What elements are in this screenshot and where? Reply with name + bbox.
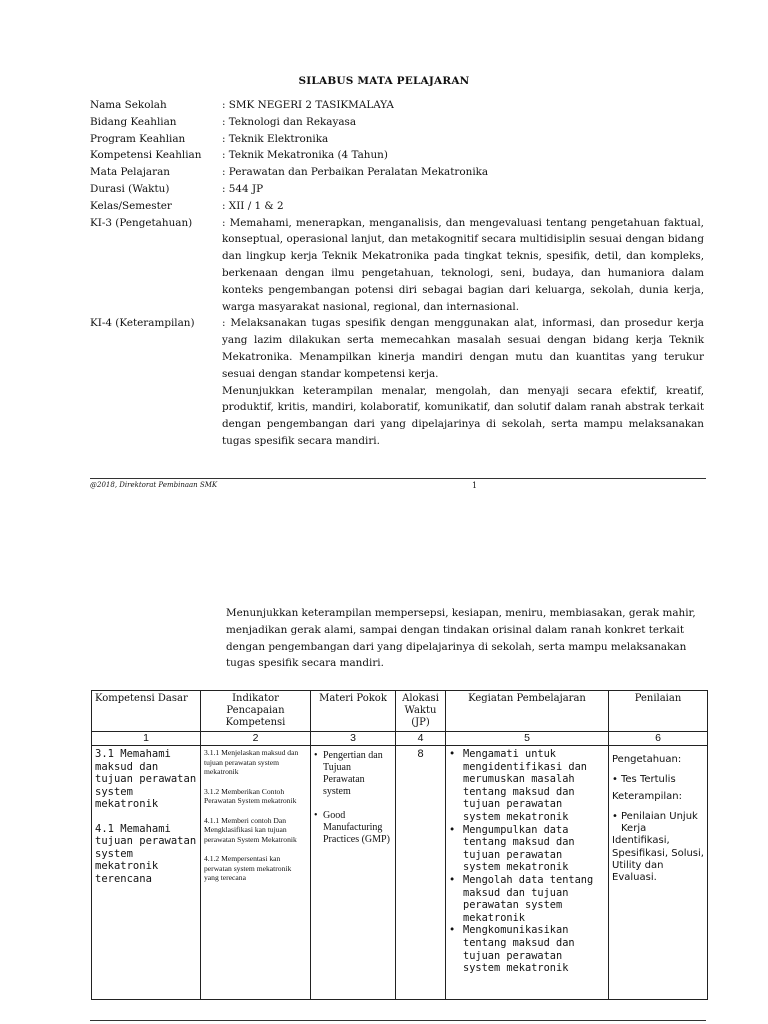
indikator-cell	[201, 746, 311, 1000]
bullet-icon: •	[314, 810, 318, 821]
list-item	[314, 750, 392, 798]
info-label: Program Keahlian	[90, 132, 186, 145]
kompetensi-dasar-cell	[92, 746, 201, 1000]
info-row-subject	[90, 164, 704, 181]
info-row-class	[90, 198, 704, 215]
info-row-ki3	[90, 215, 704, 316]
bullet-icon: •	[449, 924, 456, 937]
header-cell: Kegiatan Pembelajaran	[446, 691, 609, 732]
penilaian-heading: Keterampilan:	[612, 790, 683, 802]
info-row-ki4	[90, 315, 704, 449]
list-item	[449, 748, 605, 824]
footer-divider	[90, 478, 706, 479]
alokasi-cell: 8	[396, 746, 446, 1000]
indikator-item: 4.1.2 Mempersentasi kan perwatan system mekatronik yang terecana	[204, 854, 292, 882]
penilaian-heading: Pengetahuan:	[612, 754, 682, 765]
penilaian-continued: Identifikasi, Spesifikasi, Solusi, Utility dan Evaluasi.	[612, 835, 704, 884]
header-cell: Indikator Pencapaian Kompetensi	[201, 691, 311, 732]
penilaian-item: Tes Tertulis	[621, 774, 676, 786]
materi-cell	[311, 746, 396, 1000]
header-cell: Penilaian	[609, 691, 708, 732]
info-value: : Teknologi dan Rekayasa	[222, 115, 357, 128]
info-value: : XII / 1 & 2	[222, 199, 284, 212]
list-item	[449, 924, 605, 974]
info-value: : Memahami, menerapkan, menganalisis, dan mengevaluasi tentang pengetahuan faktual, konseptual, operasional lanjut, dan metakognitif secara multidisiplin sesuai dengan bidang dan lingkup kerja Teknik Mekatronika pada tingkat teknis, spesifik, detil, dan kompleks, berkenaan dengan ilmu pengetahuan, teknologi, seni, budaya, dan humaniora dalam konteks pengembangan potensi diri sebagai bagian dari keluarga, sekolah, dunia kerja, warga masyarakat nasional, regional, dan internasional.	[222, 216, 704, 313]
bullet-icon: •	[612, 774, 618, 786]
penilaian-item: Penilaian Unjuk Kerja	[621, 810, 698, 835]
info-value: : Melaksanakan tugas spesifik dengan menggunakan alat, informasi, dan prosedur kerja yang lazim dilakukan serta memecahkan masalah sesuai dengan bidang kerja Teknik Mekatronika. Menampilkan kinerja mandiri dengan mutu dan kuantitas yang terukur sesuai dengan standar kompetensi kerja.	[222, 317, 704, 380]
footer-copyright: @2018, Direktorat Pembinaan SMK	[90, 481, 218, 489]
bullet-icon: •	[449, 748, 456, 760]
info-row-competency	[90, 147, 704, 164]
list-item	[449, 874, 605, 924]
list-item	[612, 811, 704, 836]
header-cell: Alokasi Waktu (JP)	[396, 691, 446, 732]
materi-item: Good Manufacturing Practices (GMP)	[323, 810, 390, 845]
kd-item: 3.1 Memahami maksud dan tujuan perawatan system mekatronik	[95, 748, 197, 810]
number-cell: 4	[396, 732, 446, 746]
kd-item: 4.1 Memahami tujuan perawatan system mekatronik terencana	[95, 822, 197, 885]
number-cell: 6	[609, 732, 708, 746]
info-row-school	[90, 97, 704, 114]
table-header-row	[92, 691, 708, 732]
header-cell: Materi Pokok	[311, 691, 396, 732]
number-cell: 5	[446, 732, 609, 746]
list-item	[449, 824, 605, 874]
indikator-item: 3.1.1 Menjelaskan maksud dan tujuan perawatan system mekatronik	[204, 748, 299, 776]
info-value: : SMK NEGERI 2 TASIKMALAYA	[222, 99, 394, 111]
page-number: 1	[472, 481, 478, 490]
continued-paragraph: Menunjukkan keterampilan mempersepsi, kesiapan, meniru, membiasakan, gerak mahir, menjadikan gerak alami, sampai dengan tindakan orisinal dalam ranah konkret terkait dengan pengembangan dari yang dipelajarinya di sekolah, serta mampu melaksanakan tugas spesifik secara mandiri.	[226, 607, 696, 670]
header-cell: Kompetensi Dasar	[92, 691, 201, 732]
number-cell: 2	[201, 732, 311, 746]
materi-item: Pengertian dan Tujuan Perawatan system	[323, 750, 383, 797]
info-row-duration	[90, 181, 704, 198]
info-label: Kompetensi Keahlian	[90, 149, 202, 162]
syllabus-info	[90, 97, 704, 450]
indikator-item: 3.1.2 Memberikan Contoh Perawatan System mekatronik	[204, 786, 297, 805]
bullet-icon: •	[449, 873, 456, 886]
info-value: : 544 JP	[222, 182, 264, 195]
kegiatan-item: Mengumpulkan data tentang maksud dan tujuan perawatan system mekatronik	[463, 823, 575, 874]
number-cell: 1	[92, 732, 201, 746]
bullet-icon: •	[612, 810, 618, 822]
bullet-icon: •	[449, 823, 456, 836]
info-row-field	[90, 114, 704, 131]
info-value: : Teknik Mekatronika (4 Tahun)	[222, 149, 388, 162]
info-label: Durasi (Waktu)	[90, 182, 170, 195]
table-row	[92, 746, 708, 1000]
bullet-icon: •	[314, 750, 318, 761]
info-value: : Teknik Elektronika	[222, 132, 329, 145]
kegiatan-item: Mengamati untuk mengidentifikasi dan merumuskan masalah tentang maksud dan tujuan perawatan system mekatronik	[463, 748, 587, 823]
penilaian-cell	[609, 746, 708, 1000]
info-label: Kelas/Semester	[90, 199, 172, 212]
info-row-program	[90, 131, 704, 148]
list-item	[314, 810, 392, 846]
list-item	[612, 774, 704, 786]
kegiatan-item: Mengolah data tentang maksud dan tujuan perawatan system mekatronik	[463, 873, 594, 924]
info-value-continued: Menunjukkan keterampilan menalar, mengolah, dan menyaji secara efektif, kreatif, produktif, kritis, mandiri, kolaboratif, komunikatif, dan solutif dalam ranah abstrak terkait dengan pengembangan dari yang dipelajarinya di sekolah, serta mampu melaksanakan tugas spesifik secara mandiri.	[222, 384, 704, 447]
info-label: Bidang Keahlian	[90, 115, 177, 128]
kegiatan-cell	[446, 746, 609, 1000]
table-number-row	[92, 732, 708, 746]
info-value: : Perawatan dan Perbaikan Peralatan Mekatronika	[222, 166, 489, 179]
info-label: KI-4 (Keterampilan)	[90, 317, 195, 330]
document-title: SILABUS MATA PELAJARAN	[298, 75, 470, 87]
info-label: Mata Pelajaran	[90, 166, 170, 179]
indikator-item: 4.1.1 Memberi contoh Dan Mengklasifikasi kan tujuan perawatan System Mekatronik	[204, 815, 297, 844]
syllabus-table	[91, 690, 708, 1000]
info-label: Nama Sekolah	[90, 99, 167, 111]
info-value-group	[222, 315, 704, 449]
info-label: KI-3 (Pengetahuan)	[90, 216, 193, 229]
number-cell: 3	[311, 732, 396, 746]
bottom-divider	[90, 1020, 706, 1021]
kegiatan-item: Mengkomunikasikan tentang maksud dan tujuan perawatan system mekatronik	[463, 924, 575, 975]
